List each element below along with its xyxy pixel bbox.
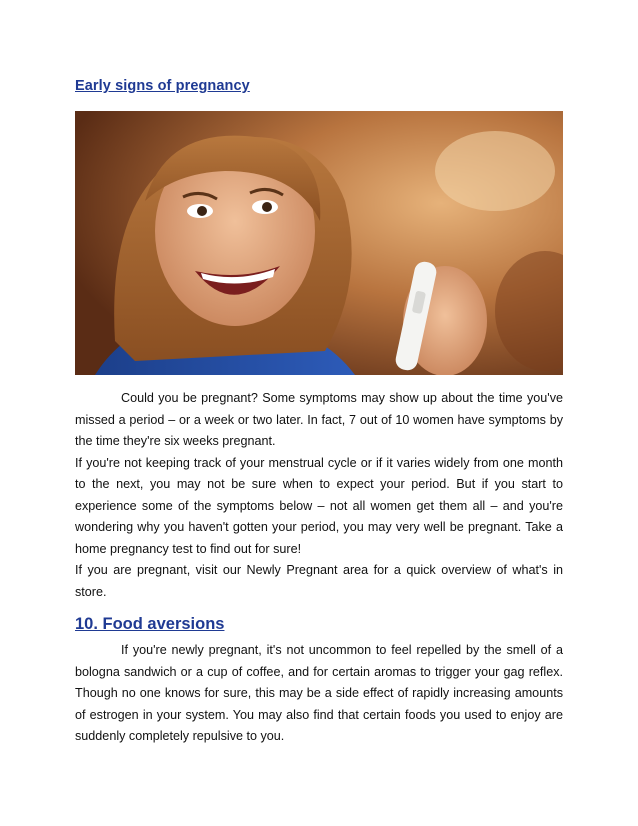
intro-text (75, 388, 563, 603)
section-text (75, 640, 563, 748)
woman-holding-pregnancy-test-photo (75, 111, 563, 375)
intro-paragraph: Could you be pregnant? Some symptoms may show up about the time you've missed a period – or a week or two later. In fact, 7 out of 10 women have symptoms by the time they're six weeks pregnant. (75, 391, 563, 448)
intro-paragraph: If you're not keeping track of your menstrual cycle or if it varies widely from one month to the next, you may not be sure when to expect your period. But if you start to experience some of the symptoms below – not all women get them all – and you're wondering why you haven't gotten your period, you may very well be pregnant. Take a home pregnancy test to find out for sure! (75, 455, 563, 556)
page-title: Early signs of pregnancy (75, 78, 250, 94)
intro-paragraph: If you are pregnant, visit our Newly Pregnant area for a quick overview of what's in store. (75, 563, 563, 599)
section-paragraph: If you're newly pregnant, it's not uncommon to feel repelled by the smell of a bologna sandwich or a cup of coffee, and for certain aromas to trigger your gag reflex. Though no one knows for sure, this may be a side effect of rapidly increasing amounts of estrogen in your system. You may also find that certain foods you used to enjoy are suddenly completely repulsive to you. (75, 643, 563, 743)
section-heading: 10. Food aversions (75, 615, 225, 633)
